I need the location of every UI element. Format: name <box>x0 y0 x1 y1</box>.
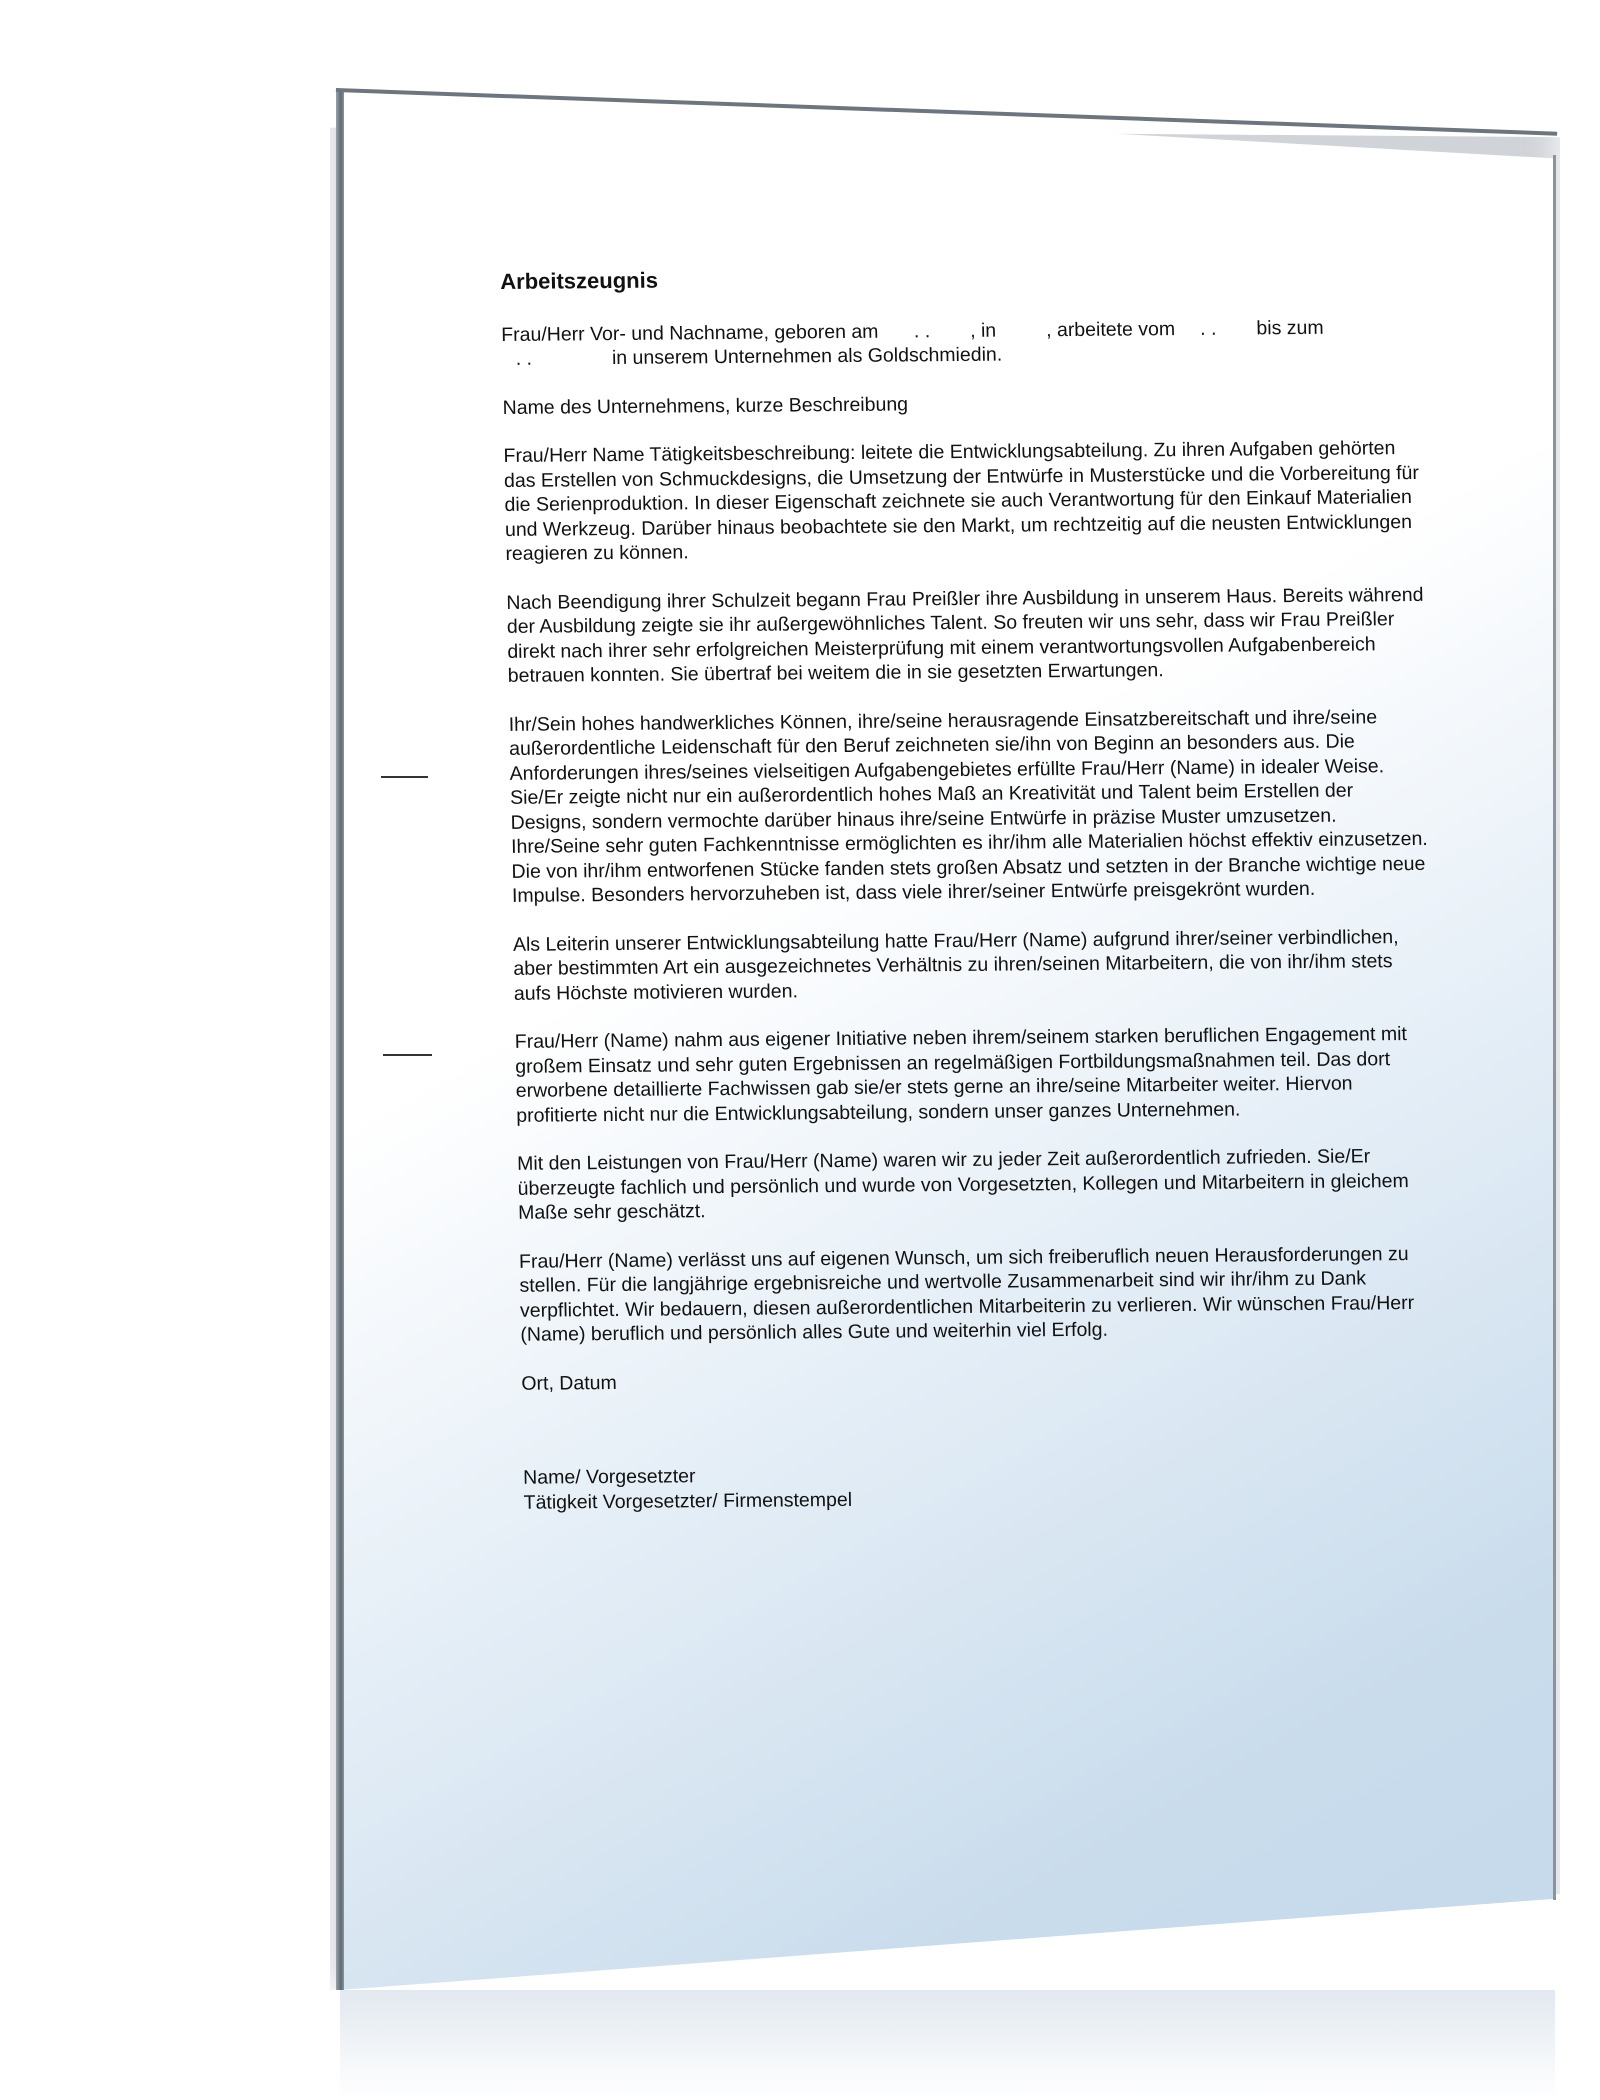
intro-part-4: bis zum <box>1256 316 1324 339</box>
intro-part-3: , arbeitete vom <box>1045 317 1176 341</box>
page-edge-right <box>1553 155 1556 1900</box>
signature-role: Tätigkeit Vorgesetzter/ Firmenstempel <box>523 1488 853 1514</box>
document-title: Arbeitszeugnis <box>499 267 659 294</box>
paragraph-training: Frau/Herr (Name) nahm aus eigener Initiative neben ihrem/seinem starken beruflichen Engagement mit großem Einsatz und sehr guten Ergebnissen an regelmäßigen Fortbildungsmaßnahmen teil. Das dort erworbene detaillierte Fachwissen gab sie/er stets gerne an ihre/seine Mitarbeiter weiter. Hiervon profitierte nicht nur die Entwicklungsabteilung, sondern unser ganzes Unternehmen. <box>514 1023 1408 1127</box>
end-date-placeholder: . . <box>515 347 533 370</box>
paragraph-performance: Mit den Leistungen von Frau/Herr (Name) waren wir zu jeder Zeit außerordentlich zufrieden. Sie/Er überzeugte fachlich und persönlich und wurde von Vorgesetzten, Kollegen und Mitarbeitern in gleichem Maße sehr geschätzt. <box>516 1145 1409 1224</box>
document-body <box>500 262 1444 1515</box>
fold-mark-bottom <box>383 1054 432 1056</box>
paragraph-closing: Frau/Herr (Name) verlässt uns auf eigenen Wunsch, um sich freiberuflich neuen Herausforderungen zu stellen. Für die langjährige ergebnisreiche und wertvolle Zusammenarbeit sind wir ihr/ihm zu Dank verpflichtet. Wir bedauern, diesen außerordentlichen Mitarbeiterin zu verlieren. Wir wünschen Frau/Herr (Name) beruflich und persönlich alles Gute und weiterhin viel Erfolg. <box>518 1242 1415 1346</box>
intro-part-2: , in <box>969 319 997 342</box>
intro-part-5: in unserem Unternehmen als Goldschmiedin. <box>611 343 1003 370</box>
birthdate-placeholder: . . <box>913 319 931 342</box>
paragraph-background: Nach Beendigung ihrer Schulzeit begann Frau Preißler ihre Ausbildung in unserem Haus. Bereits während der Ausbildung zeigte sie ihr außergewöhnliches Talent. So freuten wir uns sehr, dass wir Frau Preißler direkt nach ihrer sehr erfolgreichen Meisterprüfung mit einem verantwortungsvollen Aufgabenbereich betrauen konnten. Sie übertraf bei weitem die in sie gesetzten Erwartungen. <box>506 583 1424 687</box>
page-edge-left <box>336 90 344 1990</box>
intro-part-1: Frau/Herr Vor- und Nachname, geboren am <box>501 320 879 346</box>
paragraph-activity: Frau/Herr Name Tätigkeitsbeschreibung: leitete die Entwicklungsabteilung. Zu ihren Aufgaben gehörten das Erstellen von Schmuckdesigns, die Umsetzung der Entwürfe in Musterstücke und die Vorbereitung für die Serienproduktion. In dieser Eigenschaft zeichnete sie auch Verantwortung für den Einkauf Materialien und Werkzeug. Darüber hinaus beobachtete sie den Markt, um rechtzeitig auf die neusten Entwicklungen reagieren zu können. <box>503 437 1420 565</box>
signature-name: Name/ Vorgesetzter <box>522 1465 696 1489</box>
paragraph-leadership: Als Leiterin unserer Entwicklungsabteilung hatte Frau/Herr (Name) aufgrund ihrer/seiner verbindlichen, aber bestimmten Art ein ausgezeichnetes Verhältnis zu ihren/seinen Mitarbeitern, die von ihr/ihm stets aufs Höchste motivieren wurden. <box>512 925 1399 1005</box>
start-date-placeholder: . . <box>1199 317 1217 340</box>
intro-paragraph <box>501 314 1422 371</box>
page-reflection <box>340 1990 1555 2100</box>
company-description: Name des Unternehmens, kurze Beschreibung <box>502 392 909 419</box>
paragraph-skills: Ihr/Sein hohes handwerkliches Können, ihre/seine herausragende Einsatzbereitschaft und ihre/seine außerordentliche Leidenschaft für den Beruf zeichneten sie/ihn von Beginn an besonders aus. Die Anforderungen ihres/seines vielseitigen Aufgabengebietes erfüllte Frau/Herr (Name) in idealer Weise. Sie/Er zeigte nicht nur ein außerordentlich hohes Maß an Kreativität und Talent beim Erstellen der Designs, sondern vermochte darüber hinaus ihre/seine Entwürfe in präzise Muster umzusetzen. Ihre/Seine sehr guten Fachkenntnisse ermöglichten es ihr/ihm alle Materialien höchst effektiv einzusetzen. Die von ihr/ihm entworfenen Stücke fanden stets großen Absatz und setzten in der Branche wichtige neue Impulse. Besonders hervorzuheben ist, dass viele ihrer/seiner Entwürfe preisgekrönt wurden. <box>508 705 1428 907</box>
fold-mark-top <box>381 776 428 778</box>
place-date: Ort, Datum <box>521 1371 617 1395</box>
